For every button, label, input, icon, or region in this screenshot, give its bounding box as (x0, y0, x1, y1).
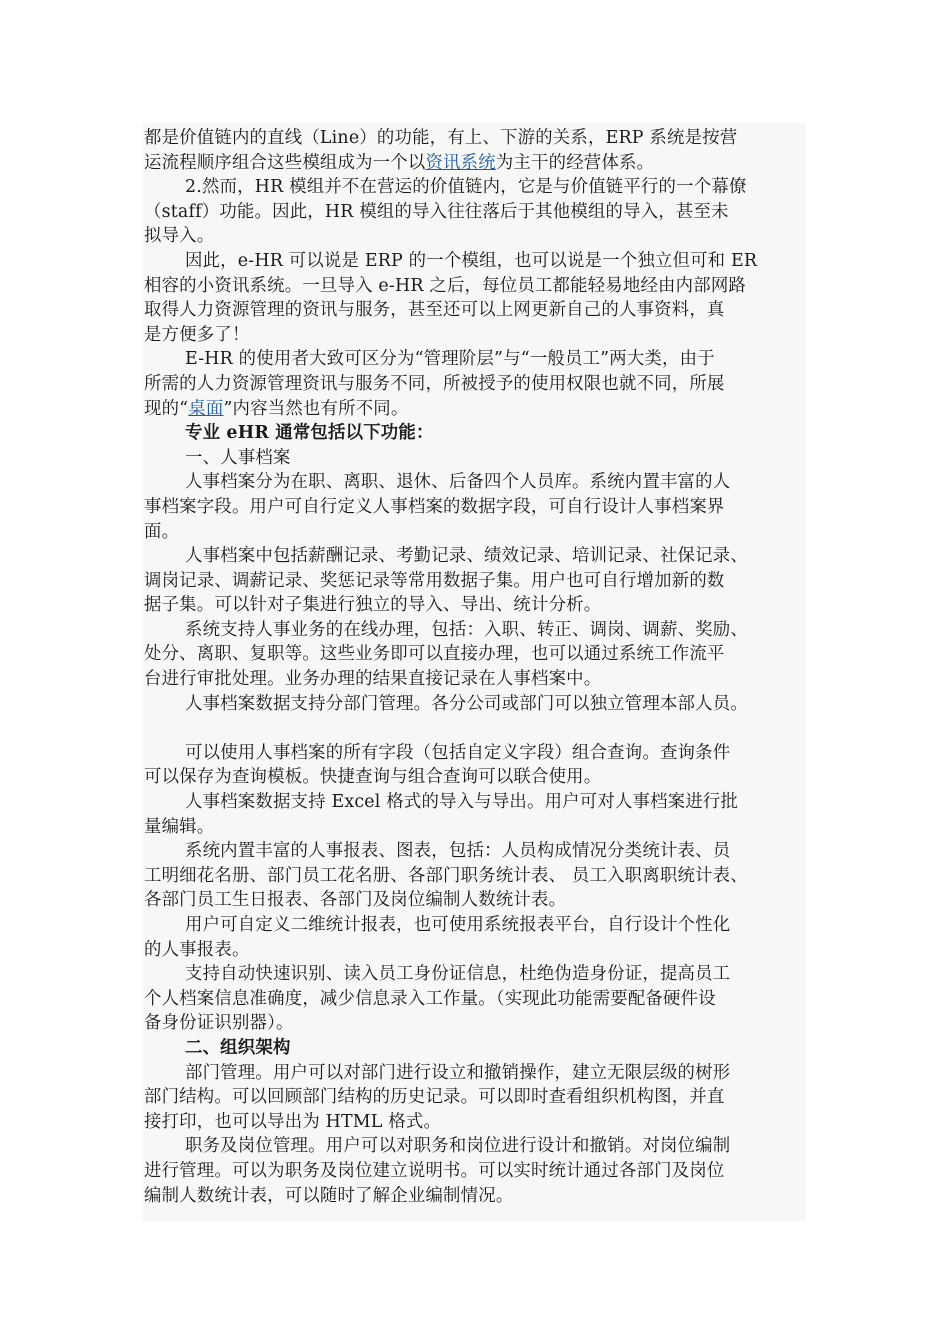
paragraph-excel-import: 人事档案数据支持 Excel 格式的导入与导出。用户可对人事档案进行批 量编辑。 (144, 792, 739, 837)
heading-organization: 二、组织架构 (185, 1037, 291, 1058)
paragraph-ehr-users: E-HR 的使用者大致可区分为“管理阶层”与“一般员工”两大类，由于 所需的人力资源管理资讯与服务不同，所被授予的使用权限也就不同，所展 现的“桌面”内容当然也有所不同。 (144, 349, 725, 419)
paragraph-department-management: 人事档案数据支持分部门管理。各分公司或部门可以独立管理本部人员。 (185, 693, 748, 714)
document-body (144, 126, 824, 1208)
paragraph-custom-reports: 用户可自定义二维统计报表，也可使用系统报表平台，自行设计个性化 的人事报表。 (144, 915, 731, 960)
paragraph-value-chain: 都是价值链内的直线（Line）的功能，有上、下游的关系，ERP 系统是按营 运流程顺序组合这些模组成为一个以资讯系统为主干的经营体系。 (144, 128, 738, 173)
paragraph-personnel-libraries: 人事档案分为在职、离职、退休、后备四个人员库。系统内置丰富的人 事档案字段。用户可自行定义人事档案的数据字段，可自行设计人事档案界 面。 (144, 472, 731, 542)
paragraph-combined-query: 可以使用人事档案的所有字段（包括自定义字段）组合查询。查询条件 可以保存为查询模板。快捷查询与组合查询可以联合使用。 (144, 742, 731, 788)
heading-personnel-files: 一、人事档案 (185, 447, 291, 468)
blank-line (144, 716, 824, 741)
paragraph-department-structure: 部门管理。用户可以对部门进行设立和撤销操作，建立无限层级的树形 部门结构。可以回顾部门结构的历史记录。可以即时查看组织机构图，并直 接打印，也可以导出为 HTML 格式。 (144, 1062, 731, 1132)
info-system-link[interactable]: 资讯系统 (425, 152, 496, 173)
paragraph-positions: 职务及岗位管理。用户可以对职务和岗位进行设计和撤销。对岗位编制 进行管理。可以为职务及岗位建立说明书。可以实时统计通过各部门及岗位 编制人数统计表，可以随时了解企业编制情况。 (144, 1136, 731, 1206)
paragraph-online-processing: 系统支持人事业务的在线办理，包括：入职、转正、调岗、调薪、奖励、 处分、离职、复职等。这些业务即可以直接办理，也可以通过系统工作流平 台进行审批处理。业务办理的结果直接记录在人事档案中。 (144, 619, 748, 690)
paragraph-reports: 系统内置丰富的人事报表、图表，包括：人员构成情况分类统计表、员 工明细花名册、部门员工花名册、各部门职务统计表、 员工入职离职统计表、 各部门员工生日报表、各部门及岗位编制人数统计表。 (144, 841, 748, 911)
heading-features: 专业 eHR 通常包括以下功能： (185, 423, 434, 444)
paragraph-id-card: 支持自动快速识别、读入员工身份证信息，杜绝伪造身份证，提高员工 个人档案信息准确度，减少信息录入工作量。（实现此功能需要配备硬件设 备身份证识别器）。 (144, 964, 731, 1034)
paragraph-personnel-subsets: 人事档案中包括薪酬记录、考勤记录、绩效记录、培训记录、社保记录、 调岗记录、调薪记录、奖惩记录等常用数据子集。用户也可自行增加新的数 据子集。可以针对子集进行独立的导入、导出、统计分析。 (144, 546, 748, 616)
desktop-link[interactable]: 桌面 (188, 398, 224, 419)
paragraph-ehr-intro: 因此，e-HR 可以说是 ERP 的一个模组，也可以说是一个独立但可和 ER 相容的小资讯系统。一旦导入 e-HR 之后，每位员工都能轻易地经由内部网路 取得人力资源管理的资讯与服务，甚至还可以上网更新自己的人事资料，真 是方便多了！ (144, 250, 758, 345)
paragraph-hr-module: 2.然而，HR 模组并不在营运的价值链内，它是与价值链平行的一个幕僚 （staff）功能。因此，HR 模组的导入往往落后于其他模组的导入，甚至未 拟导入。 (144, 177, 747, 247)
